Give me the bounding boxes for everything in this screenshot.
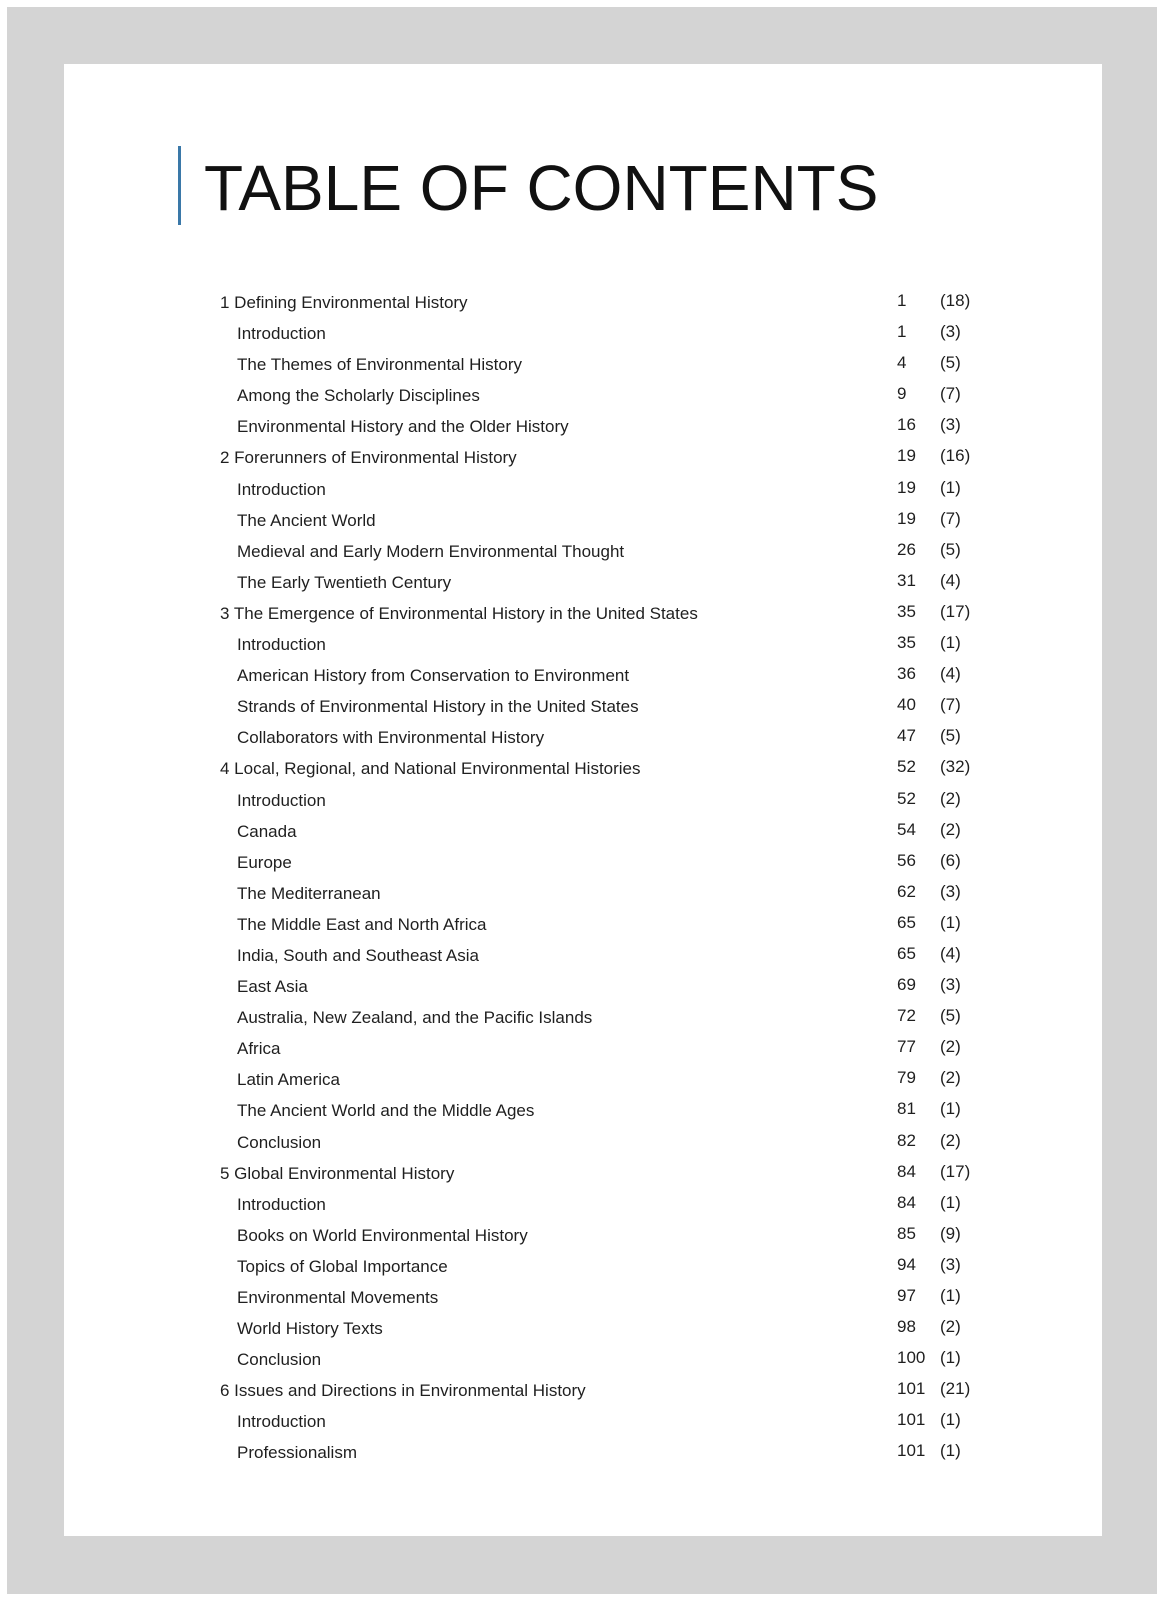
toc-section-entry[interactable] <box>220 411 1000 442</box>
toc-page-number: 85 <box>897 1223 916 1243</box>
toc-section-entry[interactable] <box>220 318 1000 349</box>
toc-entry-title: 3 The Emergence of Environmental History in the United States <box>220 603 698 623</box>
toc-chapter-entry[interactable] <box>220 442 1000 473</box>
toc-chapter-entry[interactable] <box>220 1375 1000 1406</box>
toc-page-count: (1) <box>940 477 961 497</box>
toc-entry-title: Collaborators with Environmental History <box>237 728 545 748</box>
toc-page-count: (9) <box>940 1223 961 1243</box>
toc-page-number: 79 <box>897 1068 916 1088</box>
toc-entry-title: The Themes of Environmental History <box>237 355 523 375</box>
toc-page-count: (4) <box>940 570 961 590</box>
toc-section-entry[interactable] <box>220 909 1000 940</box>
toc-entry-title: East Asia <box>237 977 308 997</box>
toc-section-entry[interactable] <box>220 660 1000 691</box>
toc-entry-title: 4 Local, Regional, and National Environmental Histories <box>220 759 641 779</box>
toc-page-count: (3) <box>940 322 961 342</box>
page-title: TABLE OF CONTENTS <box>204 152 879 224</box>
toc-entry-title: Introduction <box>237 1412 326 1432</box>
toc-entry-title: Africa <box>237 1039 281 1059</box>
toc-page-count: (2) <box>940 1037 961 1057</box>
toc-entry-title: Topics of Global Importance <box>237 1256 448 1276</box>
toc-page-number: 69 <box>897 975 916 995</box>
toc-section-entry[interactable] <box>220 878 1000 909</box>
title-accent-bar <box>178 146 181 225</box>
toc-page-number: 72 <box>897 1006 916 1026</box>
toc-entry-title: Professionalism <box>237 1443 357 1463</box>
toc-page-number: 31 <box>897 570 916 590</box>
toc-section-entry[interactable] <box>220 1127 1000 1158</box>
toc-page-count: (7) <box>940 695 961 715</box>
toc-page-count: (32) <box>940 757 971 777</box>
toc-page-count: (21) <box>940 1379 971 1399</box>
toc-page-number: 84 <box>897 1192 916 1212</box>
toc-entry-title: American History from Conservation to Environment <box>237 666 630 686</box>
toc-page-count: (2) <box>940 819 961 839</box>
toc-page-count: (3) <box>940 1254 961 1274</box>
toc-page-number: 52 <box>897 757 916 777</box>
toc-page-count: (1) <box>940 1286 961 1305</box>
toc-entry-title: Medieval and Early Modern Environmental Thought <box>237 541 625 561</box>
toc-entry-title: Latin America <box>237 1070 340 1090</box>
toc-page-count: (5) <box>940 539 961 559</box>
toc-page-number: 54 <box>897 819 916 839</box>
toc-page-count: (2) <box>940 1068 961 1088</box>
toc-section-entry[interactable] <box>220 1220 1000 1251</box>
toc-page-number: 94 <box>897 1254 916 1274</box>
toc-entry-title: 5 Global Environmental History <box>220 1163 455 1183</box>
toc-page-count: (1) <box>940 1348 961 1368</box>
toc-page-number: 65 <box>897 943 916 963</box>
toc-entry-title: The Middle East and North Africa <box>237 914 487 934</box>
toc-chapter-entry[interactable] <box>220 287 1000 318</box>
toc-page-number: 52 <box>897 788 916 808</box>
toc-page-count: (17) <box>940 601 971 621</box>
toc-page-number: 36 <box>897 664 916 684</box>
toc-page-number: 26 <box>897 539 916 559</box>
toc-entry-title: Books on World Environmental History <box>237 1225 528 1245</box>
toc-page-count: (16) <box>940 446 971 466</box>
toc-page-number: 4 <box>897 353 907 373</box>
toc-page-count: (5) <box>940 726 961 746</box>
toc-section-entry[interactable] <box>220 1344 1000 1375</box>
toc-page-count: (7) <box>940 508 961 528</box>
toc-page-count: (2) <box>940 1130 961 1150</box>
toc-page-number: 82 <box>897 1130 916 1150</box>
toc-entry-title: Introduction <box>237 1194 326 1214</box>
toc-section-entry[interactable] <box>220 1282 1000 1313</box>
toc-entry-title: Among the Scholarly Disciplines <box>237 386 480 406</box>
toc-section-entry[interactable] <box>220 536 1000 567</box>
toc-section-entry[interactable] <box>220 971 1000 1002</box>
toc-section-entry[interactable] <box>220 1002 1000 1033</box>
toc-section-entry[interactable] <box>220 1033 1000 1064</box>
toc-page-count: (7) <box>940 384 961 404</box>
toc-page-number: 77 <box>897 1037 916 1057</box>
toc-page-number: 101 <box>897 1441 926 1461</box>
toc-page-number: 19 <box>897 508 916 528</box>
toc-entry-title: Introduction <box>237 324 326 344</box>
toc-section-entry[interactable] <box>220 816 1000 847</box>
toc-page-number: 35 <box>897 633 916 653</box>
toc-section-entry[interactable] <box>220 1313 1000 1344</box>
toc-page-number: 65 <box>897 912 916 932</box>
toc-page-count: (2) <box>940 1317 961 1337</box>
toc-section-entry[interactable] <box>220 785 1000 816</box>
toc-page-number: 19 <box>897 477 916 497</box>
toc-chapter-entry[interactable] <box>220 1158 1000 1189</box>
toc-page-number: 97 <box>897 1286 916 1305</box>
toc-entry-title: 2 Forerunners of Environmental History <box>220 448 517 468</box>
toc-page-number: 56 <box>897 850 916 870</box>
toc-entry-title: World History Texts <box>237 1319 383 1339</box>
toc-section-entry[interactable] <box>220 380 1000 411</box>
toc-page-number: 1 <box>897 291 907 310</box>
toc-entry-title: 6 Issues and Directions in Environmental History <box>220 1381 586 1401</box>
toc-page-number: 16 <box>897 415 916 435</box>
toc-chapter-entry[interactable] <box>220 753 1000 784</box>
toc-page-number: 47 <box>897 726 916 746</box>
toc-page-count: (1) <box>940 1099 961 1119</box>
toc-entry-title: The Early Twentieth Century <box>237 572 452 592</box>
toc-section-entry[interactable] <box>220 1251 1000 1282</box>
toc-page-number: 101 <box>897 1410 926 1430</box>
toc-page-number: 1 <box>897 322 907 342</box>
toc-entry-title: The Mediterranean <box>237 883 381 903</box>
toc-section-entry[interactable] <box>220 1064 1000 1095</box>
toc-section-entry[interactable] <box>220 567 1000 598</box>
toc-page-count: (1) <box>940 1192 961 1212</box>
toc-page-number: 84 <box>897 1161 916 1181</box>
toc-page-number: 19 <box>897 446 916 466</box>
toc-page-count: (1) <box>940 912 961 932</box>
toc-section-entry[interactable] <box>220 629 1000 660</box>
toc-page-count: (3) <box>940 415 961 435</box>
toc-section-entry[interactable] <box>220 691 1000 722</box>
toc-page-count: (5) <box>940 1006 961 1026</box>
toc-page-number: 62 <box>897 881 916 901</box>
toc-section-entry[interactable] <box>220 722 1000 753</box>
toc-chapter-entry[interactable] <box>220 598 1000 629</box>
toc-page-number: 9 <box>897 384 907 404</box>
toc-page-count: (1) <box>940 1441 961 1461</box>
toc-section-entry[interactable] <box>220 474 1000 505</box>
toc-entry-title: The Ancient World and the Middle Ages <box>237 1101 535 1121</box>
toc-page-count: (1) <box>940 633 961 653</box>
toc-page-number: 81 <box>897 1099 916 1119</box>
toc-section-entry[interactable] <box>220 505 1000 536</box>
toc-section-entry[interactable] <box>220 847 1000 878</box>
toc-entry-title: Canada <box>237 821 297 841</box>
toc-page-count: (18) <box>940 291 971 310</box>
toc-page-number: 100 <box>897 1348 926 1368</box>
toc-entry-title: Environmental Movements <box>237 1288 439 1307</box>
toc-section-entry[interactable] <box>220 940 1000 971</box>
toc-entry-title: Europe <box>237 852 292 872</box>
toc-page-count: (5) <box>940 353 961 373</box>
toc-page-number: 98 <box>897 1317 916 1337</box>
toc-page-count: (2) <box>940 788 961 808</box>
toc-entry-title: Introduction <box>237 790 326 810</box>
toc-entry-title: Australia, New Zealand, and the Pacific Islands <box>237 1008 593 1028</box>
toc-entry-title: Conclusion <box>237 1350 322 1370</box>
toc-section-entry[interactable] <box>220 1095 1000 1126</box>
toc-page-count: (17) <box>940 1161 971 1181</box>
toc-page-number: 40 <box>897 695 916 715</box>
toc-page-count: (3) <box>940 881 961 901</box>
toc-page-count: (1) <box>940 1410 961 1430</box>
toc-entry-title: Strands of Environmental History in the United States <box>237 697 639 717</box>
toc-entry-title: Conclusion <box>237 1132 322 1152</box>
table-of-contents <box>220 287 1000 1469</box>
toc-section-entry[interactable] <box>220 1406 1000 1437</box>
toc-page-count: (4) <box>940 943 961 963</box>
toc-section-entry[interactable] <box>220 1189 1000 1220</box>
toc-section-entry[interactable] <box>220 1437 1000 1468</box>
toc-page-number: 35 <box>897 601 916 621</box>
toc-entry-title: 1 Defining Environmental History <box>220 293 468 312</box>
toc-entry-title: India, South and Southeast Asia <box>237 945 479 965</box>
toc-section-entry[interactable] <box>220 349 1000 380</box>
toc-entry-title: Introduction <box>237 635 326 655</box>
toc-page-number: 101 <box>897 1379 926 1399</box>
toc-page-count: (3) <box>940 975 961 995</box>
toc-entry-title: Introduction <box>237 479 326 499</box>
toc-entry-title: The Ancient World <box>237 510 376 530</box>
toc-page-count: (6) <box>940 850 961 870</box>
toc-entry-title: Environmental History and the Older History <box>237 417 569 437</box>
toc-page-count: (4) <box>940 664 961 684</box>
